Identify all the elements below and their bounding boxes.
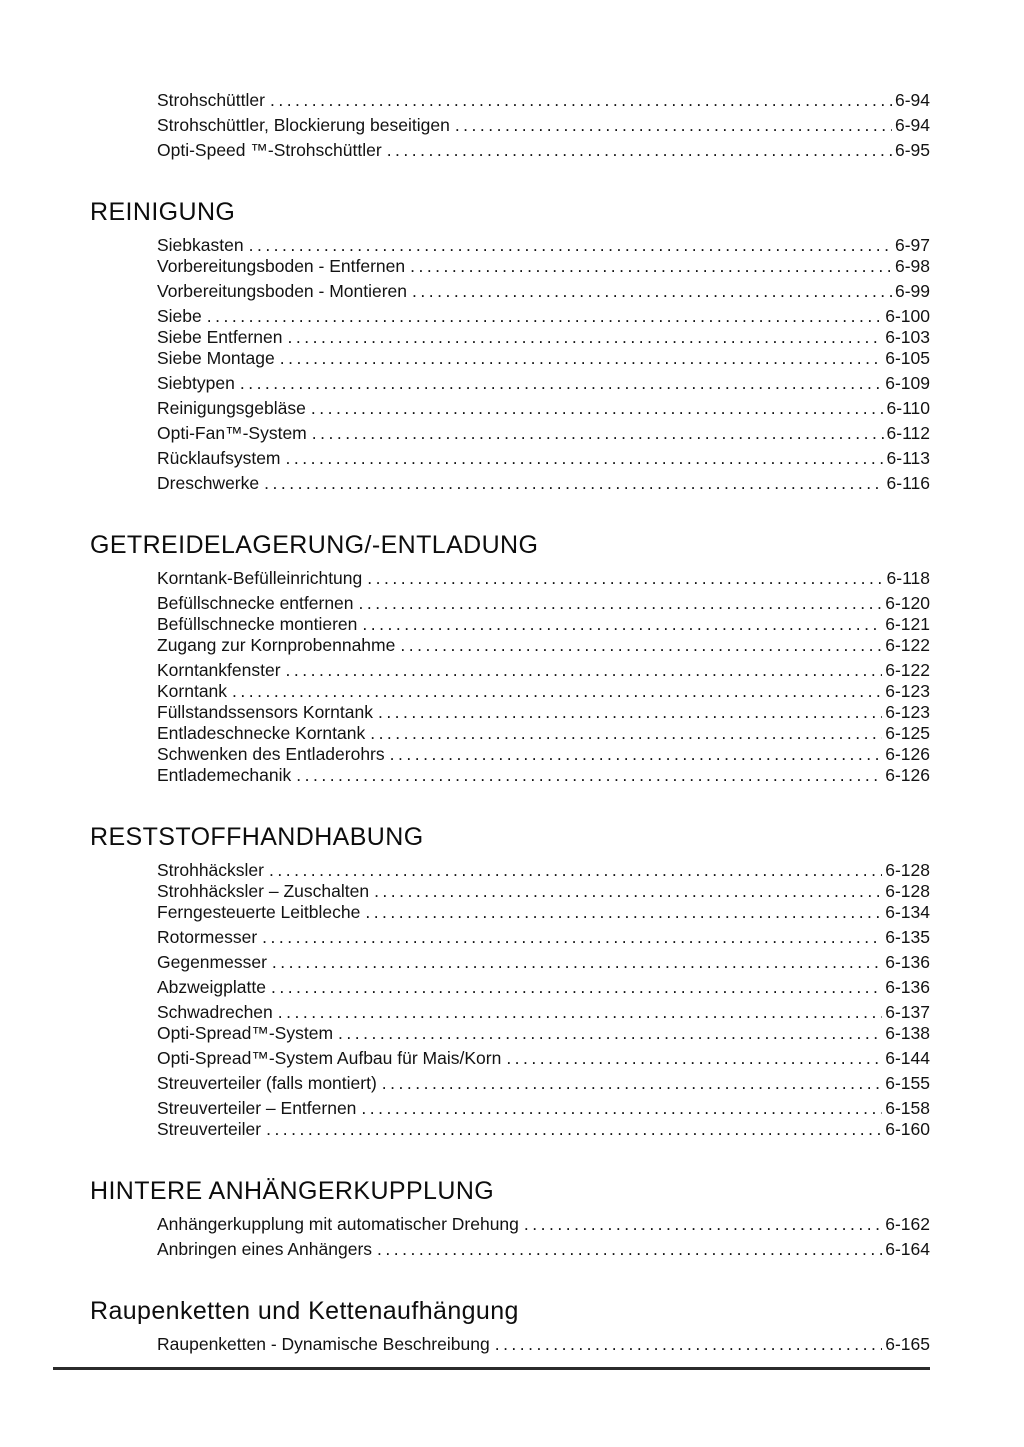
entry-title: Strohhäcksler – Zuschalten: [157, 881, 370, 901]
entry-title: Anbringen eines Anhängers: [157, 1239, 373, 1259]
entry-page-number: 6-128: [885, 860, 930, 880]
dot-leader: [400, 635, 882, 656]
entry-title: Siebtypen: [157, 373, 235, 393]
entry-title: Opti-Fan™-System: [157, 423, 307, 443]
entry-title: Schwadrechen: [157, 1002, 273, 1022]
dot-leader: [272, 952, 882, 973]
toc-entry[interactable]: [157, 1073, 930, 1094]
toc-entry[interactable]: [157, 140, 930, 161]
entry-title: Raupenketten - Dynamische Beschreibung: [157, 1334, 490, 1354]
toc-entry[interactable]: [157, 765, 930, 786]
entry-title: Korntankfenster: [157, 660, 281, 680]
entry-title: Streuverteiler (falls montiert): [157, 1073, 377, 1093]
entry-title: Korntank: [157, 681, 228, 701]
entry-title: Streuverteiler: [157, 1119, 262, 1139]
section-heading: Raupenketten und Kettenaufhängung: [90, 1297, 519, 1325]
section-entries: [157, 1334, 930, 1355]
entry-page-number: 6-138: [885, 1023, 930, 1043]
toc-entry[interactable]: [157, 1023, 930, 1044]
dot-leader: [288, 327, 883, 348]
entry-title: Opti-Spread™-System Aufbau für Mais/Korn: [157, 1048, 502, 1068]
entry-title: Strohhäcksler: [157, 860, 264, 880]
toc-entry[interactable]: [157, 423, 930, 444]
toc-entry[interactable]: [157, 448, 930, 469]
dot-leader: [271, 977, 882, 998]
entry-page-number: 6-122: [885, 660, 930, 680]
entry-page-number: 6-126: [885, 744, 930, 764]
toc-entry[interactable]: [157, 614, 930, 635]
section-heading: RESTSTOFFHANDHABUNG: [90, 823, 424, 851]
toc-entry[interactable]: [157, 373, 930, 394]
toc-entry[interactable]: [157, 1239, 930, 1260]
dot-leader: [524, 1214, 882, 1235]
dot-leader: [410, 256, 892, 277]
entry-title: Füllstandssensors Korntank: [157, 702, 373, 722]
entry-page-number: 6-103: [885, 327, 930, 347]
entry-title: Ferngesteuerte Leitbleche: [157, 902, 361, 922]
toc-entry[interactable]: [157, 1048, 930, 1069]
toc-entry[interactable]: [157, 235, 930, 256]
dot-leader: [280, 348, 883, 369]
section-heading: REINIGUNG: [90, 198, 236, 226]
toc-entry[interactable]: [157, 327, 930, 348]
entry-page-number: 6-123: [885, 702, 930, 722]
dot-leader: [269, 860, 882, 881]
entry-page-number: 6-144: [885, 1048, 930, 1068]
entry-title: Gegenmesser: [157, 952, 267, 972]
entry-title: Befüllschnecke montieren: [157, 614, 358, 634]
dot-leader: [232, 681, 882, 702]
dot-leader: [278, 1002, 882, 1023]
toc-entry[interactable]: [157, 860, 930, 881]
dot-leader: [365, 902, 882, 923]
dot-leader: [390, 744, 883, 765]
entry-title: Schwenken des Entladerohrs: [157, 744, 385, 764]
entry-page-number: 6-126: [885, 765, 930, 785]
toc-section: [90, 530, 930, 786]
entry-page-number: 6-165: [885, 1334, 930, 1354]
dot-leader: [367, 568, 883, 589]
dot-leader: [359, 593, 883, 614]
toc-entry[interactable]: [157, 1214, 930, 1235]
toc-entry[interactable]: [157, 927, 930, 948]
toc-entry[interactable]: [157, 702, 930, 723]
entry-title: Streuverteiler – Entfernen: [157, 1098, 357, 1118]
entry-title: Abzweigplatte: [157, 977, 266, 997]
toc-section: [90, 1176, 930, 1260]
dot-leader: [312, 423, 884, 444]
toc-entry[interactable]: [157, 1098, 930, 1119]
toc-section: [90, 822, 930, 1140]
dot-leader: [207, 306, 882, 327]
toc-entry[interactable]: [157, 744, 930, 765]
entry-title: Korntank-Befülleinrichtung: [157, 568, 363, 588]
entry-title: Siebe Montage: [157, 348, 275, 368]
toc-entry[interactable]: [157, 593, 930, 614]
toc-entry[interactable]: [157, 256, 930, 277]
entry-page-number: 6-136: [885, 952, 930, 972]
entry-page-number: 6-98: [894, 256, 930, 276]
entry-page-number: 6-118: [886, 568, 930, 588]
dot-leader: [266, 1119, 882, 1140]
dot-leader: [455, 115, 892, 136]
dot-leader: [240, 373, 882, 394]
entry-title: Entlademechanik: [157, 765, 292, 785]
toc-entry[interactable]: [157, 681, 930, 702]
entry-title: Dreschwerke: [157, 473, 260, 493]
dot-leader: [270, 90, 892, 111]
entry-page-number: 6-121: [885, 614, 930, 634]
entry-title: Siebe: [157, 306, 202, 326]
dot-leader: [370, 723, 882, 744]
entry-page-number: 6-137: [885, 1002, 930, 1022]
entry-title: Strohschüttler: [157, 90, 265, 110]
entry-title: Siebe Entfernen: [157, 327, 283, 347]
dot-leader: [338, 1023, 882, 1044]
footer-divider: [53, 1367, 930, 1370]
entry-title: Vorbereitungsboden - Montieren: [157, 281, 408, 301]
entry-page-number: 6-136: [885, 977, 930, 997]
entry-page-number: 6-134: [885, 902, 930, 922]
entry-page-number: 6-123: [885, 681, 930, 701]
toc-entry[interactable]: [157, 952, 930, 973]
section-entries: [157, 235, 930, 494]
toc-entry[interactable]: [157, 723, 930, 744]
toc-section: [90, 197, 930, 494]
entry-title: Rotormesser: [157, 927, 258, 947]
toc-entry[interactable]: [157, 90, 930, 111]
dot-leader: [362, 614, 882, 635]
dot-leader: [374, 881, 882, 902]
entry-page-number: 6-120: [885, 593, 930, 613]
entry-page-number: 6-122: [885, 635, 930, 655]
toc-entry[interactable]: [157, 635, 930, 656]
toc-section: [90, 1296, 930, 1355]
toc-entry[interactable]: [157, 473, 930, 494]
toc-sections: [90, 90, 930, 1355]
entry-page-number: 6-105: [885, 348, 930, 368]
dot-leader: [249, 235, 892, 256]
entry-page-number: 6-95: [894, 140, 930, 160]
section-entries: [157, 568, 930, 786]
section-entries: [157, 90, 930, 161]
entry-title: Anhängerkupplung mit automatischer Drehung: [157, 1214, 519, 1234]
entry-title: Vorbereitungsboden - Entfernen: [157, 256, 406, 276]
toc-entry[interactable]: [157, 902, 930, 923]
entry-page-number: 6-160: [885, 1119, 930, 1139]
entry-title: Opti-Speed ™-Strohschüttler: [157, 140, 382, 160]
toc-entry[interactable]: [157, 1334, 930, 1355]
dot-leader: [387, 140, 892, 161]
toc-entry[interactable]: [157, 281, 930, 302]
toc-entry[interactable]: [157, 1002, 930, 1023]
entry-page-number: 6-100: [885, 306, 930, 326]
section-heading: GETREIDELAGERUNG/-ENTLADUNG: [90, 531, 539, 559]
toc-entry[interactable]: [157, 348, 930, 369]
dot-leader: [286, 660, 883, 681]
entry-title: Entladeschnecke Korntank: [157, 723, 366, 743]
dot-leader: [495, 1334, 883, 1355]
entry-title: Rücklaufsystem: [157, 448, 281, 468]
entry-title: Reinigungsgebläse: [157, 398, 306, 418]
entry-page-number: 6-109: [885, 373, 930, 393]
dot-leader: [262, 927, 882, 948]
toc-section: [90, 90, 930, 161]
dot-leader: [311, 398, 884, 419]
entry-title: Siebkasten: [157, 235, 244, 255]
dot-leader: [506, 1048, 882, 1069]
entry-page-number: 6-99: [894, 281, 930, 301]
entry-page-number: 6-112: [886, 423, 930, 443]
toc-entry[interactable]: [157, 568, 930, 589]
entry-title: Opti-Spread™-System: [157, 1023, 334, 1043]
toc-entry[interactable]: [157, 398, 930, 419]
toc-entry[interactable]: [157, 660, 930, 681]
section-entries: [157, 860, 930, 1140]
dot-leader: [377, 1239, 882, 1260]
dot-leader: [382, 1073, 882, 1094]
entry-title: Befüllschnecke entfernen: [157, 593, 354, 613]
entry-page-number: 6-116: [886, 473, 930, 493]
toc-entry[interactable]: [157, 881, 930, 902]
entry-page-number: 6-135: [885, 927, 930, 947]
entry-page-number: 6-155: [885, 1073, 930, 1093]
section-heading: HINTERE ANHÄNGERKUPPLUNG: [90, 1177, 495, 1205]
toc-entry[interactable]: [157, 1119, 930, 1140]
toc-entry[interactable]: [157, 115, 930, 136]
entry-page-number: 6-94: [894, 90, 930, 110]
toc-entry[interactable]: [157, 977, 930, 998]
entry-title: Strohschüttler, Blockierung beseitigen: [157, 115, 450, 135]
dot-leader: [361, 1098, 882, 1119]
entry-page-number: 6-162: [885, 1214, 930, 1234]
entry-page-number: 6-94: [894, 115, 930, 135]
entry-page-number: 6-164: [885, 1239, 930, 1259]
section-entries: [157, 1214, 930, 1260]
dot-leader: [378, 702, 882, 723]
dot-leader: [296, 765, 882, 786]
entry-page-number: 6-128: [885, 881, 930, 901]
entry-page-number: 6-113: [886, 448, 930, 468]
dot-leader: [264, 473, 883, 494]
entry-page-number: 6-158: [885, 1098, 930, 1118]
entry-title: Zugang zur Kornprobennahme: [157, 635, 396, 655]
dot-leader: [286, 448, 884, 469]
entry-page-number: 6-97: [894, 235, 930, 255]
entry-page-number: 6-125: [885, 723, 930, 743]
dot-leader: [412, 281, 892, 302]
toc-entry[interactable]: [157, 306, 930, 327]
entry-page-number: 6-110: [886, 398, 930, 418]
